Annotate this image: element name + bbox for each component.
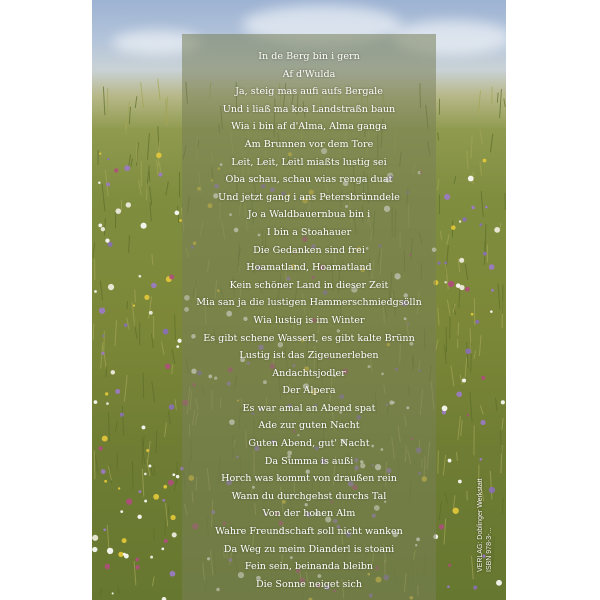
wildflower: [176, 475, 179, 478]
grass-blade: [135, 96, 137, 108]
wildflower: [439, 524, 444, 529]
wildflower: [138, 275, 141, 278]
wildflower: [124, 165, 130, 171]
grass-blade: [500, 89, 502, 118]
grass-blade: [115, 320, 116, 346]
wildflower: [172, 473, 175, 476]
wildflower: [448, 281, 454, 287]
wildflower: [107, 158, 109, 160]
grass-blade: [103, 87, 105, 116]
wildflower: [122, 538, 127, 543]
wildflower: [452, 508, 458, 514]
grass-blade: [438, 450, 439, 473]
wildflower: [462, 378, 466, 382]
grass-blade: [150, 202, 151, 221]
wildflower: [489, 264, 495, 270]
isbn-line: ISBN 978-3-...: [486, 527, 493, 572]
wildflower: [162, 499, 165, 502]
wildflower: [169, 404, 175, 410]
grass-blade: [458, 416, 460, 440]
wildflower: [149, 465, 152, 468]
grass-blade: [445, 493, 448, 503]
wildflower: [146, 449, 149, 452]
grass-blade: [175, 399, 176, 410]
grass-blade: [457, 452, 458, 461]
wildflower: [176, 345, 179, 348]
grass-blade: [161, 342, 164, 355]
song-title: Wia i bin af d'Alma, Alma ganga: [231, 121, 387, 133]
wildflower: [99, 153, 101, 155]
grass-blade: [148, 133, 150, 160]
wildflower: [458, 480, 462, 484]
wildflower: [496, 580, 502, 586]
song-title: Der Alpera: [282, 385, 336, 397]
wildflower: [103, 528, 106, 531]
wildflower: [465, 287, 470, 292]
grass-blade: [151, 334, 153, 348]
grass-blade: [454, 176, 456, 184]
grass-blade: [152, 382, 155, 403]
wildflower: [438, 262, 441, 265]
wildflower: [172, 532, 177, 537]
wildflower: [459, 285, 464, 290]
wildflower: [126, 202, 131, 207]
grass-blade: [436, 339, 438, 350]
wildflower: [115, 389, 120, 394]
grass-blade: [154, 465, 156, 476]
grass-blade: [102, 184, 105, 212]
grass-blade: [465, 358, 467, 377]
wildflower: [102, 436, 108, 442]
grass-blade: [115, 421, 117, 433]
wildflower: [170, 571, 176, 577]
song-title: Wahre Freundschaft soll nicht wanken: [215, 526, 403, 538]
grass-blade: [101, 342, 103, 368]
wildflower: [163, 485, 167, 489]
wildflower: [120, 510, 123, 513]
wildflower: [92, 535, 98, 541]
wildflower: [133, 304, 135, 306]
wildflower: [483, 159, 487, 163]
wildflower: [137, 515, 141, 519]
wildflower: [123, 553, 126, 556]
grass-blade: [175, 314, 176, 339]
song-title: Es war amal an Abend spat: [242, 402, 376, 414]
wildflower: [105, 564, 110, 569]
wildflower: [481, 376, 485, 380]
grass-blade: [479, 335, 481, 356]
song-title: Jo a Waldbauernbua bin i: [247, 209, 371, 221]
grass-blade: [143, 373, 144, 399]
wildflower: [169, 275, 174, 280]
wildflower: [170, 515, 175, 520]
grass-blade: [439, 501, 441, 520]
song-title: Von der hohen Alm: [262, 508, 356, 520]
wildflower: [448, 564, 451, 567]
wildflower: [99, 307, 105, 313]
song-title: In de Berg bin i gern: [258, 51, 360, 62]
grass-blade: [444, 519, 446, 545]
wildflower: [444, 262, 447, 265]
grass-blade: [461, 420, 462, 436]
wildflower: [142, 425, 146, 429]
wildflower: [144, 295, 149, 300]
song-title: Oba schau, schau wias renga duat: [225, 174, 393, 186]
song-title: Es gibt schene Wasserl, es gibt kalte Brünn: [203, 332, 415, 344]
grass-blade: [502, 497, 503, 514]
grass-blade: [129, 235, 130, 253]
song-title: Leit, Leit, Leitl miaßts lustig sei: [231, 156, 387, 168]
wildflower: [164, 539, 168, 543]
grass-blade: [480, 405, 483, 414]
wildflower: [485, 206, 488, 209]
grass-blade: [172, 364, 173, 374]
grass-blade: [165, 423, 167, 438]
grass-blade: [502, 418, 503, 429]
grass-blade: [124, 375, 127, 401]
grass-blade: [474, 351, 476, 359]
grass-blade: [174, 478, 176, 491]
grass-blade: [127, 318, 130, 330]
grass-blade: [496, 398, 498, 411]
grass-blade: [134, 561, 136, 585]
wildflower: [151, 283, 157, 289]
wildflower: [480, 420, 485, 425]
grass-blade: [156, 160, 158, 175]
wildflower: [175, 211, 180, 216]
song-title: Die Gedanken sind frei: [253, 244, 365, 256]
wildflower: [112, 592, 114, 594]
grass-blade: [94, 450, 95, 479]
grass-blade: [104, 218, 105, 236]
grass-blade: [168, 505, 169, 519]
wildflower: [135, 565, 139, 569]
song-title: Kein schöner Land in dieser Zeit: [229, 279, 389, 291]
wildflower: [448, 459, 452, 463]
grass-blade: [122, 406, 123, 436]
grass-blade: [498, 284, 500, 310]
publisher-line: VERLAG: Doblinger Werkstatt: [477, 478, 484, 572]
grass-blade: [129, 107, 130, 124]
wildflower: [126, 499, 132, 505]
grass-blade: [465, 264, 468, 280]
wildflower: [456, 391, 462, 397]
grass-blade: [438, 133, 439, 141]
grass-blade: [441, 231, 442, 239]
grass-blade: [458, 322, 459, 335]
wildflower: [101, 227, 105, 231]
grass-blade: [131, 159, 132, 167]
grass-blade: [438, 308, 439, 326]
wildflower: [459, 220, 461, 222]
grass-blade: [146, 183, 147, 200]
grass-blade: [158, 79, 160, 101]
wildflower: [124, 323, 128, 327]
grass-blade: [106, 366, 107, 377]
song-title: Am Brunnen vor dem Tore: [244, 138, 374, 150]
song-title: Und i liaß ma koa Landstraßn baun: [222, 103, 396, 115]
song-title: Mia san ja die lustigen Hammerschmiedgsölln: [196, 297, 422, 309]
grass-blade: [501, 431, 502, 454]
wildflower: [118, 487, 120, 489]
grass-blade: [126, 102, 129, 129]
wildflower: [471, 206, 475, 210]
wildflower: [471, 313, 474, 316]
grass-blade: [471, 556, 473, 579]
wildflower: [111, 370, 116, 375]
grass-blade: [165, 519, 166, 535]
grass-blade: [103, 347, 106, 368]
wildflower: [444, 194, 450, 200]
grass-blade: [108, 412, 109, 442]
song-title: I bin a Stoahauer: [266, 226, 352, 238]
wildflower: [94, 290, 97, 293]
grass-blade: [158, 126, 159, 147]
song-title: Guten Abend, gut' Nacht: [248, 438, 370, 450]
grass-blade: [480, 161, 482, 176]
wildflower: [444, 281, 446, 283]
grass-blade: [154, 529, 155, 540]
wildflower: [149, 311, 153, 315]
song-list: [182, 48, 436, 593]
grass-blade: [142, 469, 143, 497]
song-title: Hoamatland, Hoamatland: [246, 262, 372, 274]
wildflower: [115, 208, 121, 214]
wildflower: [156, 153, 162, 159]
wildflower: [98, 182, 100, 184]
grass-blade: [451, 366, 454, 386]
wildflower: [447, 585, 450, 588]
wildflower: [490, 310, 493, 313]
grass-blade: [166, 181, 169, 195]
wildflower: [158, 173, 162, 177]
wildflower: [501, 400, 505, 404]
grass-blade: [460, 374, 462, 384]
wildflower: [483, 252, 487, 256]
grass-blade: [471, 135, 472, 159]
grass-blade: [138, 180, 141, 195]
wildflower: [105, 238, 109, 242]
wildflower: [98, 446, 102, 450]
wildflower: [101, 352, 104, 355]
wildflower: [465, 348, 471, 354]
wildflower: [161, 548, 164, 551]
grass-blade: [95, 455, 97, 474]
cover-photo: [92, 0, 506, 600]
song-title: Fein sein, beinanda bleibn: [244, 561, 374, 573]
song-title: Und jetzt gang i ans Petersbrünndele: [218, 191, 400, 203]
grass-blade: [100, 588, 102, 597]
wildflower: [94, 400, 98, 404]
wildflower: [462, 217, 466, 221]
wildflower: [104, 480, 107, 483]
grass-blade: [490, 134, 492, 153]
song-title: Ade zur guten Nacht: [258, 420, 360, 432]
song-title: Lustig ist das Zigeunerleben: [239, 350, 379, 362]
wildflower: [135, 558, 139, 562]
grass-blade: [467, 150, 468, 169]
grass-blade: [447, 234, 449, 244]
wildflower: [475, 320, 479, 324]
grass-blade: [480, 129, 483, 145]
wildflower: [107, 548, 113, 554]
grass-blade: [470, 392, 472, 422]
song-title: Andachtsjodler: [272, 367, 346, 379]
wildflower: [153, 494, 159, 500]
grass-blade: [497, 92, 498, 102]
grass-blade: [172, 349, 175, 364]
grass-blade: [447, 300, 450, 317]
grass-blade: [437, 179, 439, 191]
wildflower: [451, 225, 456, 230]
grass-blade: [168, 411, 170, 425]
grass-blade: [100, 281, 102, 301]
grass-blade: [93, 243, 95, 258]
grass-blade: [443, 455, 445, 476]
song-title: Ja, steig mas aufi aufs Bergale: [235, 86, 383, 98]
song-title: Da Summa is außi: [264, 455, 354, 467]
wildflower: [108, 284, 114, 290]
song-title: Die Sonne neiget sich: [255, 578, 363, 590]
grass-blade: [149, 296, 152, 318]
grass-blade: [478, 91, 481, 117]
publisher-imprint: [476, 452, 502, 572]
wildflower: [105, 392, 108, 395]
grass-blade: [467, 342, 468, 369]
wildflower: [144, 473, 147, 476]
song-title: Horch was kommt von draußen rein: [221, 473, 397, 485]
wildflower: [165, 364, 170, 369]
wildflower: [150, 556, 153, 559]
grass-blade: [118, 586, 119, 594]
grass-blade: [152, 576, 154, 586]
grass-blade: [504, 99, 506, 108]
wildflower: [141, 223, 147, 229]
grass-blade: [459, 289, 460, 308]
song-title: Wann du durchgehst durchs Tal: [231, 490, 387, 502]
grass-blade: [141, 82, 144, 107]
wildflower: [442, 406, 448, 412]
wildflower: [479, 223, 482, 226]
wildflower: [467, 414, 469, 416]
wildflower: [168, 480, 174, 486]
wildflower: [101, 469, 106, 474]
wildflower: [106, 402, 109, 405]
grass-blade: [132, 461, 133, 489]
wildflower: [98, 224, 102, 228]
wildflower: [108, 242, 113, 247]
grass-blade: [135, 290, 136, 303]
wildflower: [106, 182, 110, 186]
wildflower: [144, 500, 147, 503]
grass-blade: [137, 144, 138, 163]
song-title: Wia lustig is im Winter: [253, 314, 365, 326]
wildflower: [92, 547, 97, 552]
grass-blade: [152, 254, 153, 264]
song-title: Af d'Wulda: [282, 68, 336, 80]
grass-blade: [481, 191, 483, 216]
wildflower: [138, 490, 141, 493]
wildflower: [163, 329, 169, 335]
wildflower: [114, 168, 118, 172]
wildflower: [468, 176, 474, 182]
grass-blade: [160, 163, 161, 175]
song-title: Da Weg zu meim Dianderl is stoani: [223, 543, 395, 555]
wildflower: [494, 227, 500, 233]
wildflower: [459, 258, 464, 263]
wildflower: [491, 289, 494, 292]
grass-blade: [147, 460, 150, 476]
wildflower: [102, 335, 104, 337]
grass-blade: [156, 430, 157, 453]
wildflower: [473, 586, 477, 590]
wildflower: [120, 413, 124, 417]
